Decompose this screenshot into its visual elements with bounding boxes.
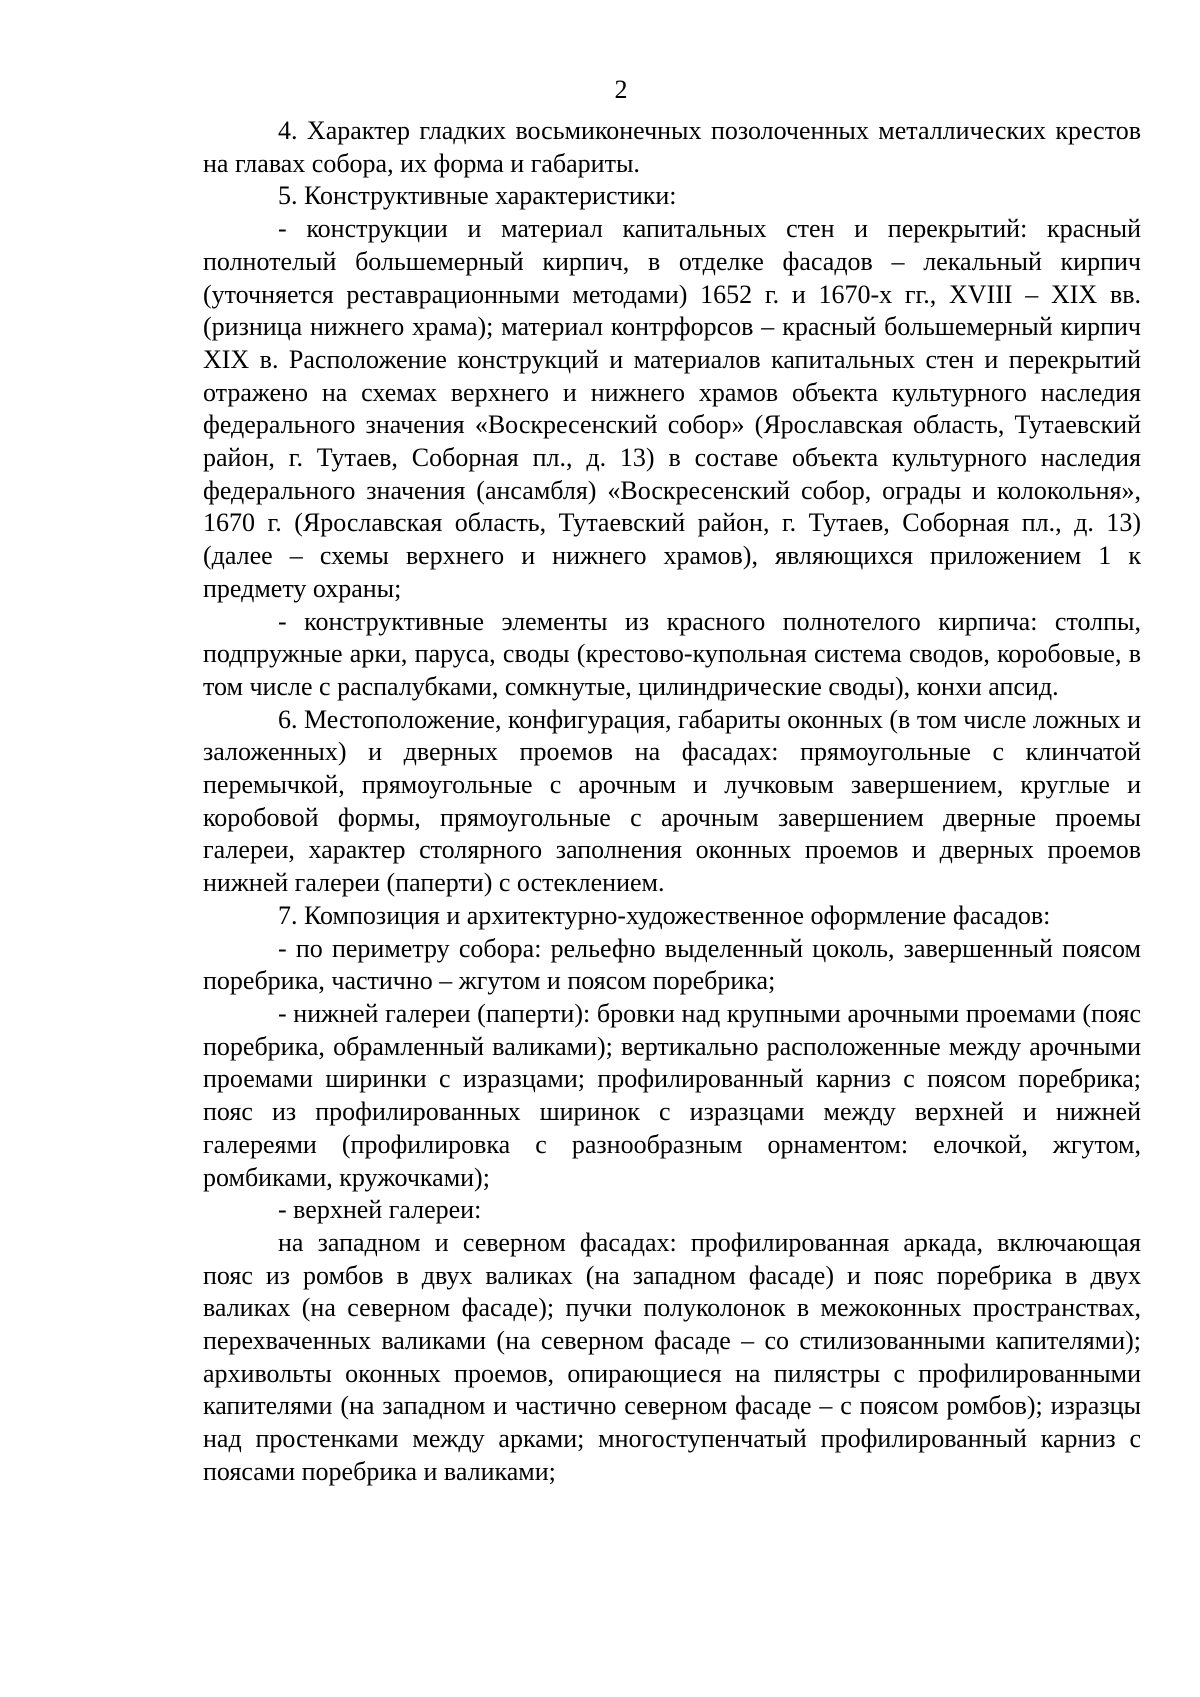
paragraph-structural-elements: - конструктивные элементы из красного полнотелого кирпича: столпы, подпружные арки, паруса, своды (крестово-купольная система сводов, коробовые, в том числе с распалубками, сомкнутые, цилиндрические своды), конхи апсид. xyxy=(203,606,1141,701)
page-number: 2 xyxy=(614,75,628,104)
paragraph-west-north-facades: на западном и северном фасадах: профилированная аркада, включающая пояс из ромбов в двух валиках (на западном фасаде) и пояс поребрика в двух валиках (на северном фасаде); пучки полуколонок в межоконных пространствах, перехваченных валиками (на северном фасаде – со стилизованными капителями); архивольты оконных проемов, опирающиеся на пилястры с профилированными капителями (на западном и частично северном фасаде – с поясом ромбов); изразцы над простенками между арками; многоступенчатый профилированный карниз с поясами поребрика и валиками; xyxy=(203,1227,1141,1486)
paragraph-crosses: 4. Характер гладких восьмиконечных позолоченных металлических крестов на главах собора, их форма и габариты. xyxy=(203,116,1141,178)
paragraph-openings: 6. Местоположение, конфигурация, габариты оконных (в том числе ложных и заложенных) и дверных проемов на фасадах: прямоугольные с клинчатой перемычкой, прямоугольные с арочным и лучковым завершением, круглые и коробовой формы, прямоугольные с арочным завершением дверные проемы галереи, характер столярного заполнения оконных проемов и дверных проемов нижней галереи (паперти) с остеклением. xyxy=(203,704,1141,898)
paragraph-upper-gallery-heading: - верхней галереи: xyxy=(278,1195,482,1225)
paragraph-lower-gallery: - нижней галереи (паперти): бровки над крупными арочными проемами (пояс поребрика, обрамленный валиками); вертикально расположенные между арочными проемами ширинки с изразцами; профилированный карниз с поясом поребрика; пояс из профилированных ширинок с изразцами между верхней и нижней галереями (профилировка с разнообразным орнаментом: елочкой, жгутом, ромбиками, кружочками); xyxy=(203,998,1141,1192)
document-body xyxy=(203,115,1141,1489)
paragraph-facades-heading: 7. Композиция и архитектурно-художественное оформление фасадов: xyxy=(278,900,1051,930)
paragraph-structural-heading: 5. Конструктивные характеристики: xyxy=(278,181,677,211)
paragraph-perimeter: - по периметру собора: рельефно выделенный цоколь, завершенный поясом поребрика, частично – жгутом и поясом поребрика; xyxy=(203,933,1141,996)
paragraph-walls-and-floors: - конструкции и материал капитальных стен и перекрытий: красный полнотелый большемерный кирпич, в отделке фасадов – лекальный кирпич (уточняется реставрационными методами) 1652 г. и 1670-х гг., XVIII – XIX вв. (ризница нижнего храма); материал контрфорсов – красный большемерный кирпич XIX в. Расположение конструкций и материалов капитальных стен и перекрытий отражено на схемах верхнего и нижнего храмов объекта культурного наследия федерального значения «Воскресенский собор» (Ярославская область, Тутаевский район, г. Тутаев, Соборная пл., д. 13) в составе объекта культурного наследия федерального значения (ансамбля) «Воскресенский собор, ограды и колокольня», 1670 г. (Ярославская область, Тутаевский район, г. Тутаев, Соборная пл., д. 13) (далее – схемы верхнего и нижнего храмов), являющихся приложением 1 к предмету охраны; xyxy=(203,214,1141,603)
